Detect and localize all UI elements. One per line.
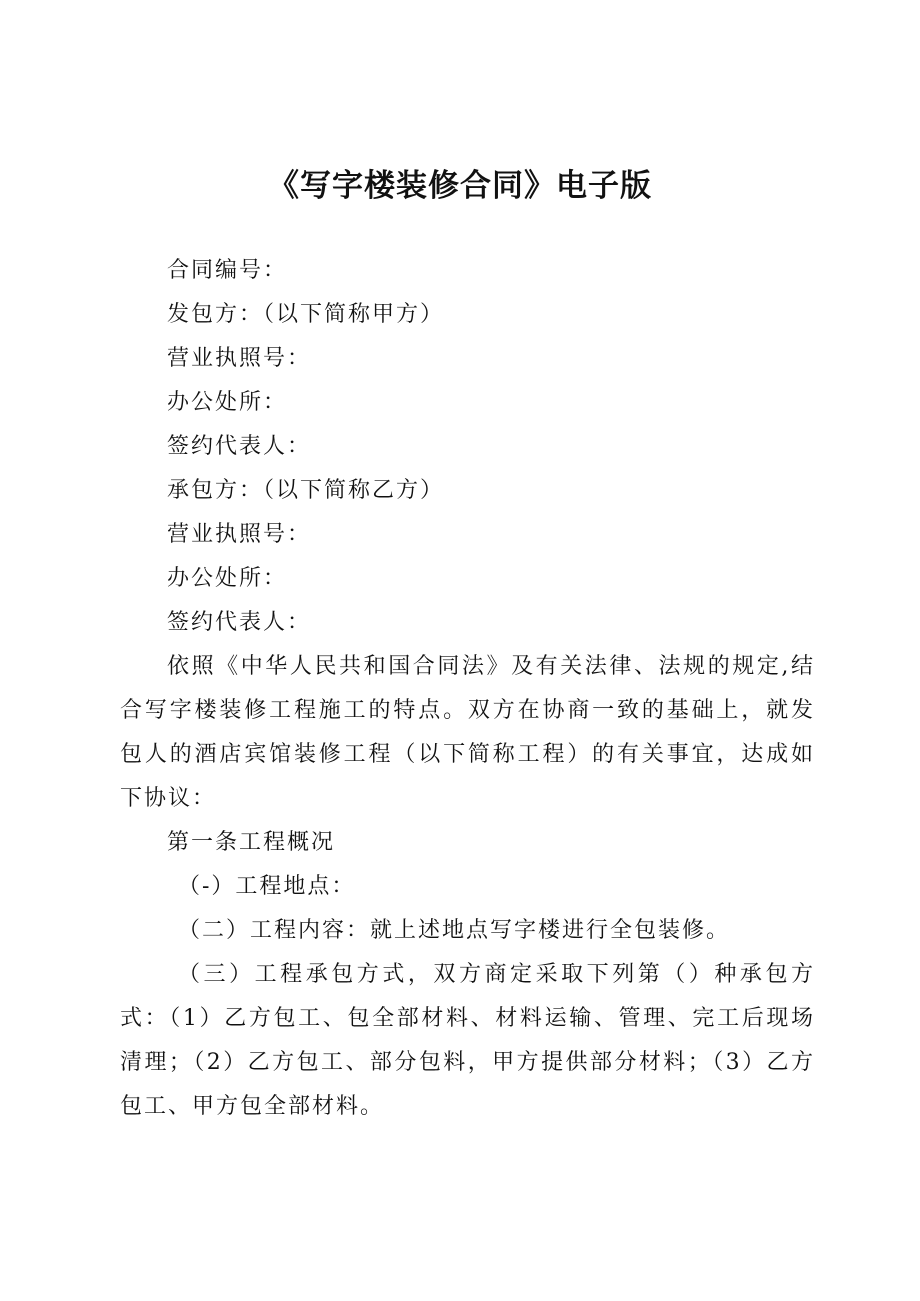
field-employer-office: 办公处所： (167, 390, 288, 415)
document-title: 《写字楼装修合同》电子版 (268, 168, 652, 204)
field-contractor-representative: 签约代表人： (167, 610, 312, 635)
field-contractor: 承包方：（以下简称乙方） (167, 478, 445, 503)
field-employer-license: 营业执照号： (167, 346, 312, 371)
article-1-item-location: （-）工程地点： (178, 874, 356, 899)
field-employer-representative: 签约代表人： (167, 434, 312, 459)
field-contractor-office: 办公处所： (167, 566, 288, 591)
article-1-item-content: （二）工程内容：就上述地点写字楼进行全包装修。 (178, 918, 731, 943)
document-body (120, 249, 815, 1129)
field-contractor-license: 营业执照号： (167, 522, 312, 547)
field-employer: 发包方：（以下简称甲方） (167, 302, 445, 327)
article-1-heading: 第一条工程概况 (167, 830, 336, 855)
article-1-item-method: （三）工程承包方式，双方商定采取下列第（）种承包方式：（1）乙方包工、包全部材料、材料运输、管理、完工后现场清理；（2）乙方包工、部分包料，甲方提供部分材料；（3）乙方包工、甲方包全部材料。 (120, 962, 815, 1119)
field-contract-number: 合同编号： (167, 258, 288, 283)
preamble-paragraph: 依照《中华人民共和国合同法》及有关法律、法规的规定,结合写字楼装修工程施工的特点。双方在协商一致的基础上，就发包人的酒店宾馆装修工程（以下简称工程）的有关事宜，达成如下协议： (120, 654, 815, 811)
